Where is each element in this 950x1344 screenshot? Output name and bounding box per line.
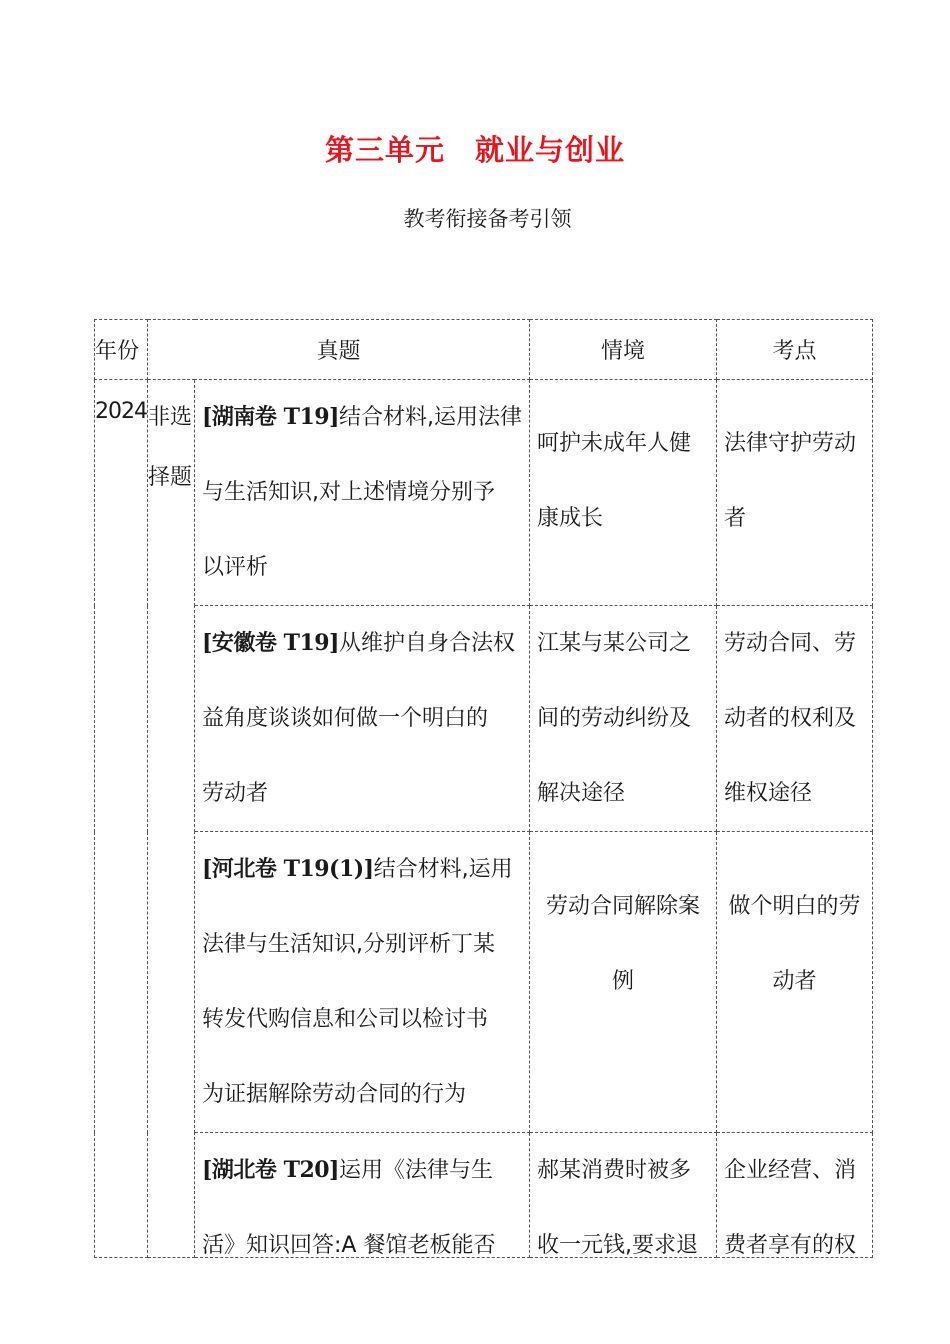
question-cell: [湖南卷 T19]结合材料,运用法律 与生活知识,对上述情境分别予 以评析 — [195, 380, 530, 606]
point-cell: 企业经营、消 费者享有的权 — [716, 1133, 872, 1258]
header-year: 年份 — [95, 320, 148, 380]
context-cell: 郝某消费时被多 收一元钱,要求退 — [529, 1133, 716, 1258]
header-question: 真题 — [148, 320, 530, 380]
question-cell: [安徽卷 T19]从维护自身合法权 益角度谈谈如何做一个明白的 劳动者 — [195, 606, 530, 832]
question-source: [湖北卷 T20] — [202, 1157, 339, 1183]
question-source: [河北卷 T19(1)] — [202, 856, 374, 882]
context-cell: 江某与某公司之 间的劳动纠纷及 解决途径 — [529, 606, 716, 832]
page-subtitle: 教考衔接备考引领 — [403, 207, 572, 231]
exam-table — [94, 319, 873, 1258]
question-cell: [河北卷 T19(1)]结合材料,运用 法律与生活知识,分别评析丁某 转发代购信息和公司以检讨书 为证据解除劳动合同的行为 — [195, 832, 530, 1133]
header-context: 情境 — [529, 320, 716, 380]
table-row — [95, 380, 873, 606]
year-cell: 2024 — [95, 380, 148, 1258]
page-title: 第三单元 就业与创业 — [324, 133, 625, 167]
table-row — [95, 1133, 873, 1258]
table-header-row — [95, 320, 873, 380]
header-point: 考点 — [716, 320, 872, 380]
question-type-cell: 非选择题 — [148, 380, 195, 1258]
point-cell: 法律守护劳动 者 — [716, 380, 872, 606]
point-cell: 做个明白的劳 动者 — [716, 832, 872, 1133]
question-source: [安徽卷 T19] — [202, 630, 339, 656]
table-row — [95, 606, 873, 832]
table-row — [95, 832, 873, 1133]
context-cell: 呵护未成年人健 康成长 — [529, 380, 716, 606]
question-cell: [湖北卷 T20]运用《法律与生 活》知识回答:A 餐馆老板能否 — [195, 1133, 530, 1258]
context-cell: 劳动合同解除案 例 — [529, 832, 716, 1133]
question-source: [湖南卷 T19] — [202, 404, 339, 430]
point-cell: 劳动合同、劳 动者的权利及 维权途径 — [716, 606, 872, 832]
